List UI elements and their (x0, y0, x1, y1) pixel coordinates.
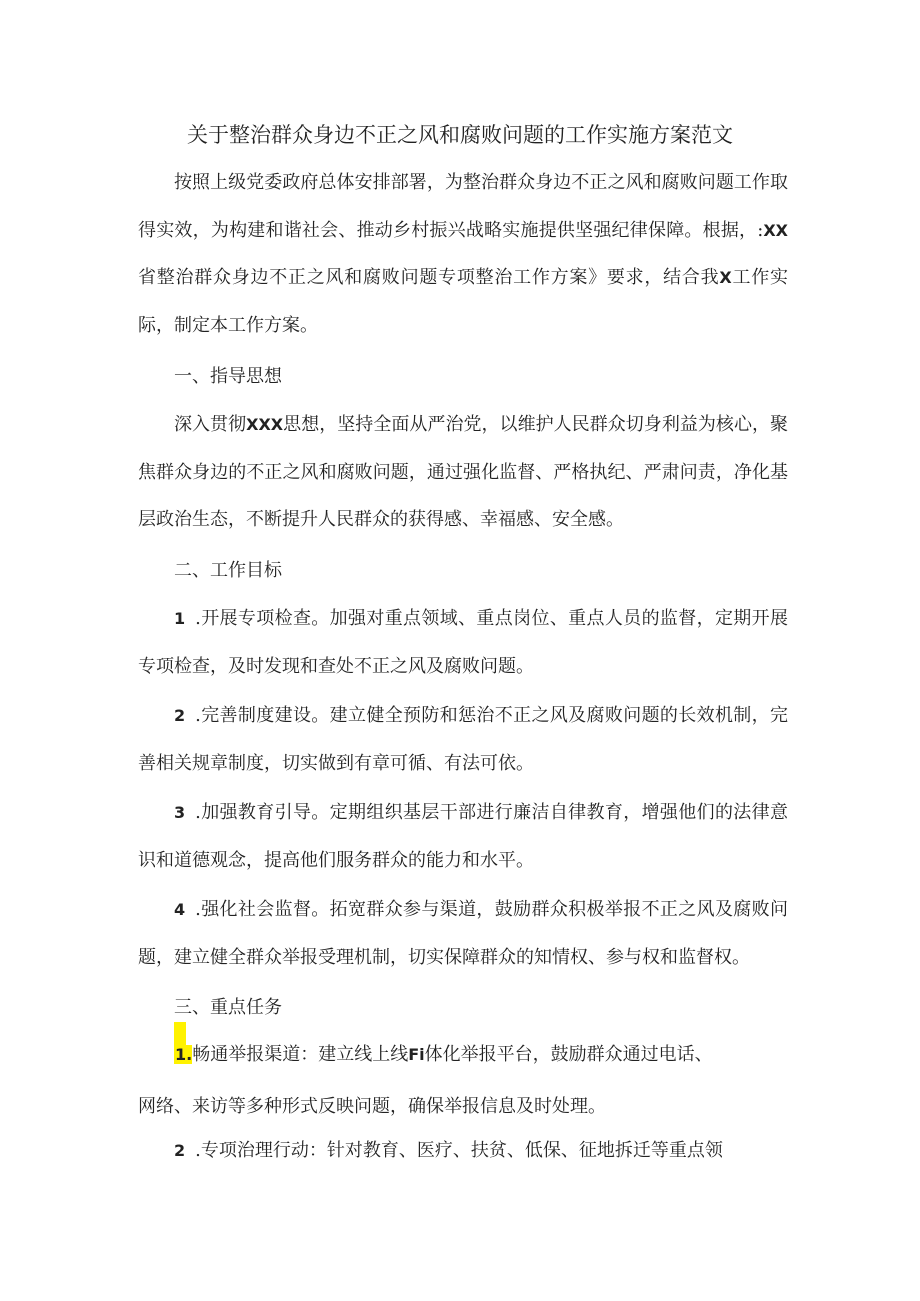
section-heading-guiding-thought: 一、指导思想 (174, 366, 282, 387)
task-2-text: .专项治理行动：针对教育、医疗、扶贫、低保、征地拆迁等重点领 (195, 1140, 723, 1161)
intro-text-2: 省整治群众身边不正之风和腐败问题专项整治工作方案》要求，结合我 (138, 267, 720, 288)
section-heading-key-tasks: 三、重点任务 (174, 997, 282, 1018)
goal-number: 4 (174, 900, 186, 919)
goal-item-1 (138, 595, 788, 690)
intro-text-3: 工作实际，制定本工作方案。 (138, 267, 788, 336)
goal-text: .加强教育引导。定期组织基层干部进行廉洁自律教育，增强他们的法律意识和道德观念，提高他们服务群众的能力和水平。 (138, 802, 788, 871)
goal-text: .开展专项检查。加强对重点领域、重点岗位、重点人员的监督，定期开展专项检查，及时发现和查处不正之风及腐败问题。 (138, 608, 788, 677)
intro-paragraph (138, 159, 788, 349)
task-number: 2 (174, 1141, 186, 1160)
goal-number: 3 (174, 803, 186, 822)
task-number-highlighted: 1. (175, 1045, 193, 1064)
goal-number: 2 (174, 706, 186, 725)
document-title: 关于整治群众身边不正之风和腐败问题的工作实施方案范文 (187, 123, 733, 147)
task-1-code: Fi (408, 1045, 425, 1064)
goal-item-3 (138, 789, 788, 884)
intro-code-1: XX (763, 220, 788, 240)
guiding-text-rest: 思想，坚持全面从严治党，以维护人民群众切身利益为核心，聚焦群众身边的不正之风和腐败问题，通过强化监督、严格执纪、严肃问责，净化基层政治生态，不断提升人民群众的获得感、幸福感、安全感。 (138, 414, 788, 530)
section-heading-work-goals: 二、工作目标 (174, 560, 282, 581)
goal-text: .完善制度建设。建立健全预防和惩治不正之风及腐败问题的长效机制，完善相关规章制度，切实做到有章可循、有法可依。 (138, 705, 788, 774)
task-item-2 (174, 1136, 723, 1166)
goal-item-4 (138, 886, 788, 981)
intro-code-2: X (719, 268, 732, 287)
guiding-text-start: 深入贯彻 (174, 414, 247, 435)
task-1-text-b: 体化举报平台，鼓励群众通过电话、 (424, 1044, 713, 1065)
task-item-1-line-1 (174, 1040, 713, 1070)
goal-item-2 (138, 692, 788, 787)
guiding-code: XXX (246, 415, 284, 434)
goal-number: 1 (174, 609, 186, 628)
goal-text: .强化社会监督。拓宽群众参与渠道，鼓励群众积极举报不正之风及腐败问题，建立健全群众举报受理机制，切实保障群众的知情权、参与权和监督权。 (138, 899, 788, 968)
task-1-text-a: 畅通举报渠道：建立线上线 (192, 1044, 409, 1065)
intro-text-1: 按照上级党委政府总体安排部署，为整治群众身边不正之风和腐败问题工作取得实效，为构建和谐社会、推动乡村振兴战略实施提供坚强纪律保障。根据，: (138, 172, 788, 241)
task-item-1-line-2: 网络、来访等多种形式反映问题，确保举报信息及时处理。 (138, 1096, 606, 1117)
guiding-thought-paragraph (138, 401, 788, 544)
